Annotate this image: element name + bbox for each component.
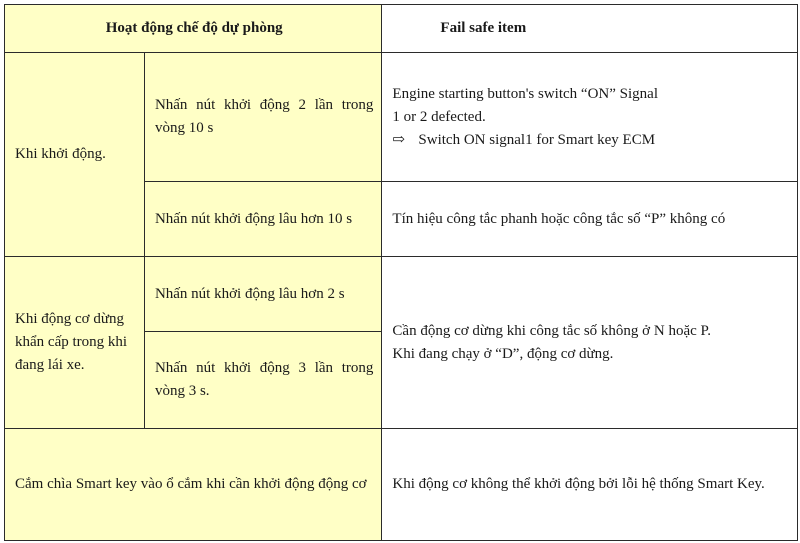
table-row xyxy=(5,429,798,541)
table-header-row xyxy=(5,5,798,53)
item-start-signal-line3 xyxy=(392,129,789,152)
table-row xyxy=(5,53,798,182)
header-fail-safe-item: Fail safe item xyxy=(382,5,798,53)
action-press-twice: Nhấn nút khởi động 2 lần trong vòng 10 s xyxy=(144,53,381,182)
item-start-signal-line3-text: Switch ON signal1 for Smart key ECM xyxy=(418,131,656,148)
fail-safe-document xyxy=(4,4,798,540)
item-emergency-stop-line1: Cần động cơ dừng khi công tắc số không ở N hoặc P. xyxy=(392,322,711,339)
item-start-signal-line2: 1 or 2 defected. xyxy=(392,108,486,125)
action-insert-smart-key: Cắm chìa Smart key vào ổ cắm khi cần khởi động động cơ xyxy=(5,429,382,541)
item-emergency-stop-line2: Khi đang chạy ở “D”, động cơ dừng. xyxy=(392,345,614,362)
action-press-3-times: Nhấn nút khởi động 3 lần trong vòng 3 s. xyxy=(144,332,381,429)
situation-starting: Khi khởi động. xyxy=(5,53,145,257)
fail-safe-table xyxy=(4,4,798,541)
item-smart-key-error: Khi động cơ không thể khởi động bởi lỗi hệ thống Smart Key. xyxy=(382,429,798,541)
action-press-long-10s: Nhấn nút khởi động lâu hơn 10 s xyxy=(144,182,381,257)
table-row xyxy=(5,257,798,332)
arrow-right-icon: ⇨ xyxy=(392,131,405,148)
action-press-long-2s: Nhấn nút khởi động lâu hơn 2 s xyxy=(144,257,381,332)
item-brake-p-signal: Tín hiệu công tắc phanh hoặc công tắc số “P” không có xyxy=(382,182,798,257)
header-fail-safe-operation: Hoạt động chế độ dự phòng xyxy=(5,5,382,53)
item-start-signal-line1: Engine starting button's switch “ON” Signal xyxy=(392,85,658,102)
item-emergency-stop xyxy=(382,257,798,429)
situation-emergency-stop: Khi động cơ dừng khẩn cấp trong khi đang lái xe. xyxy=(5,257,145,429)
item-start-signal xyxy=(382,53,798,182)
